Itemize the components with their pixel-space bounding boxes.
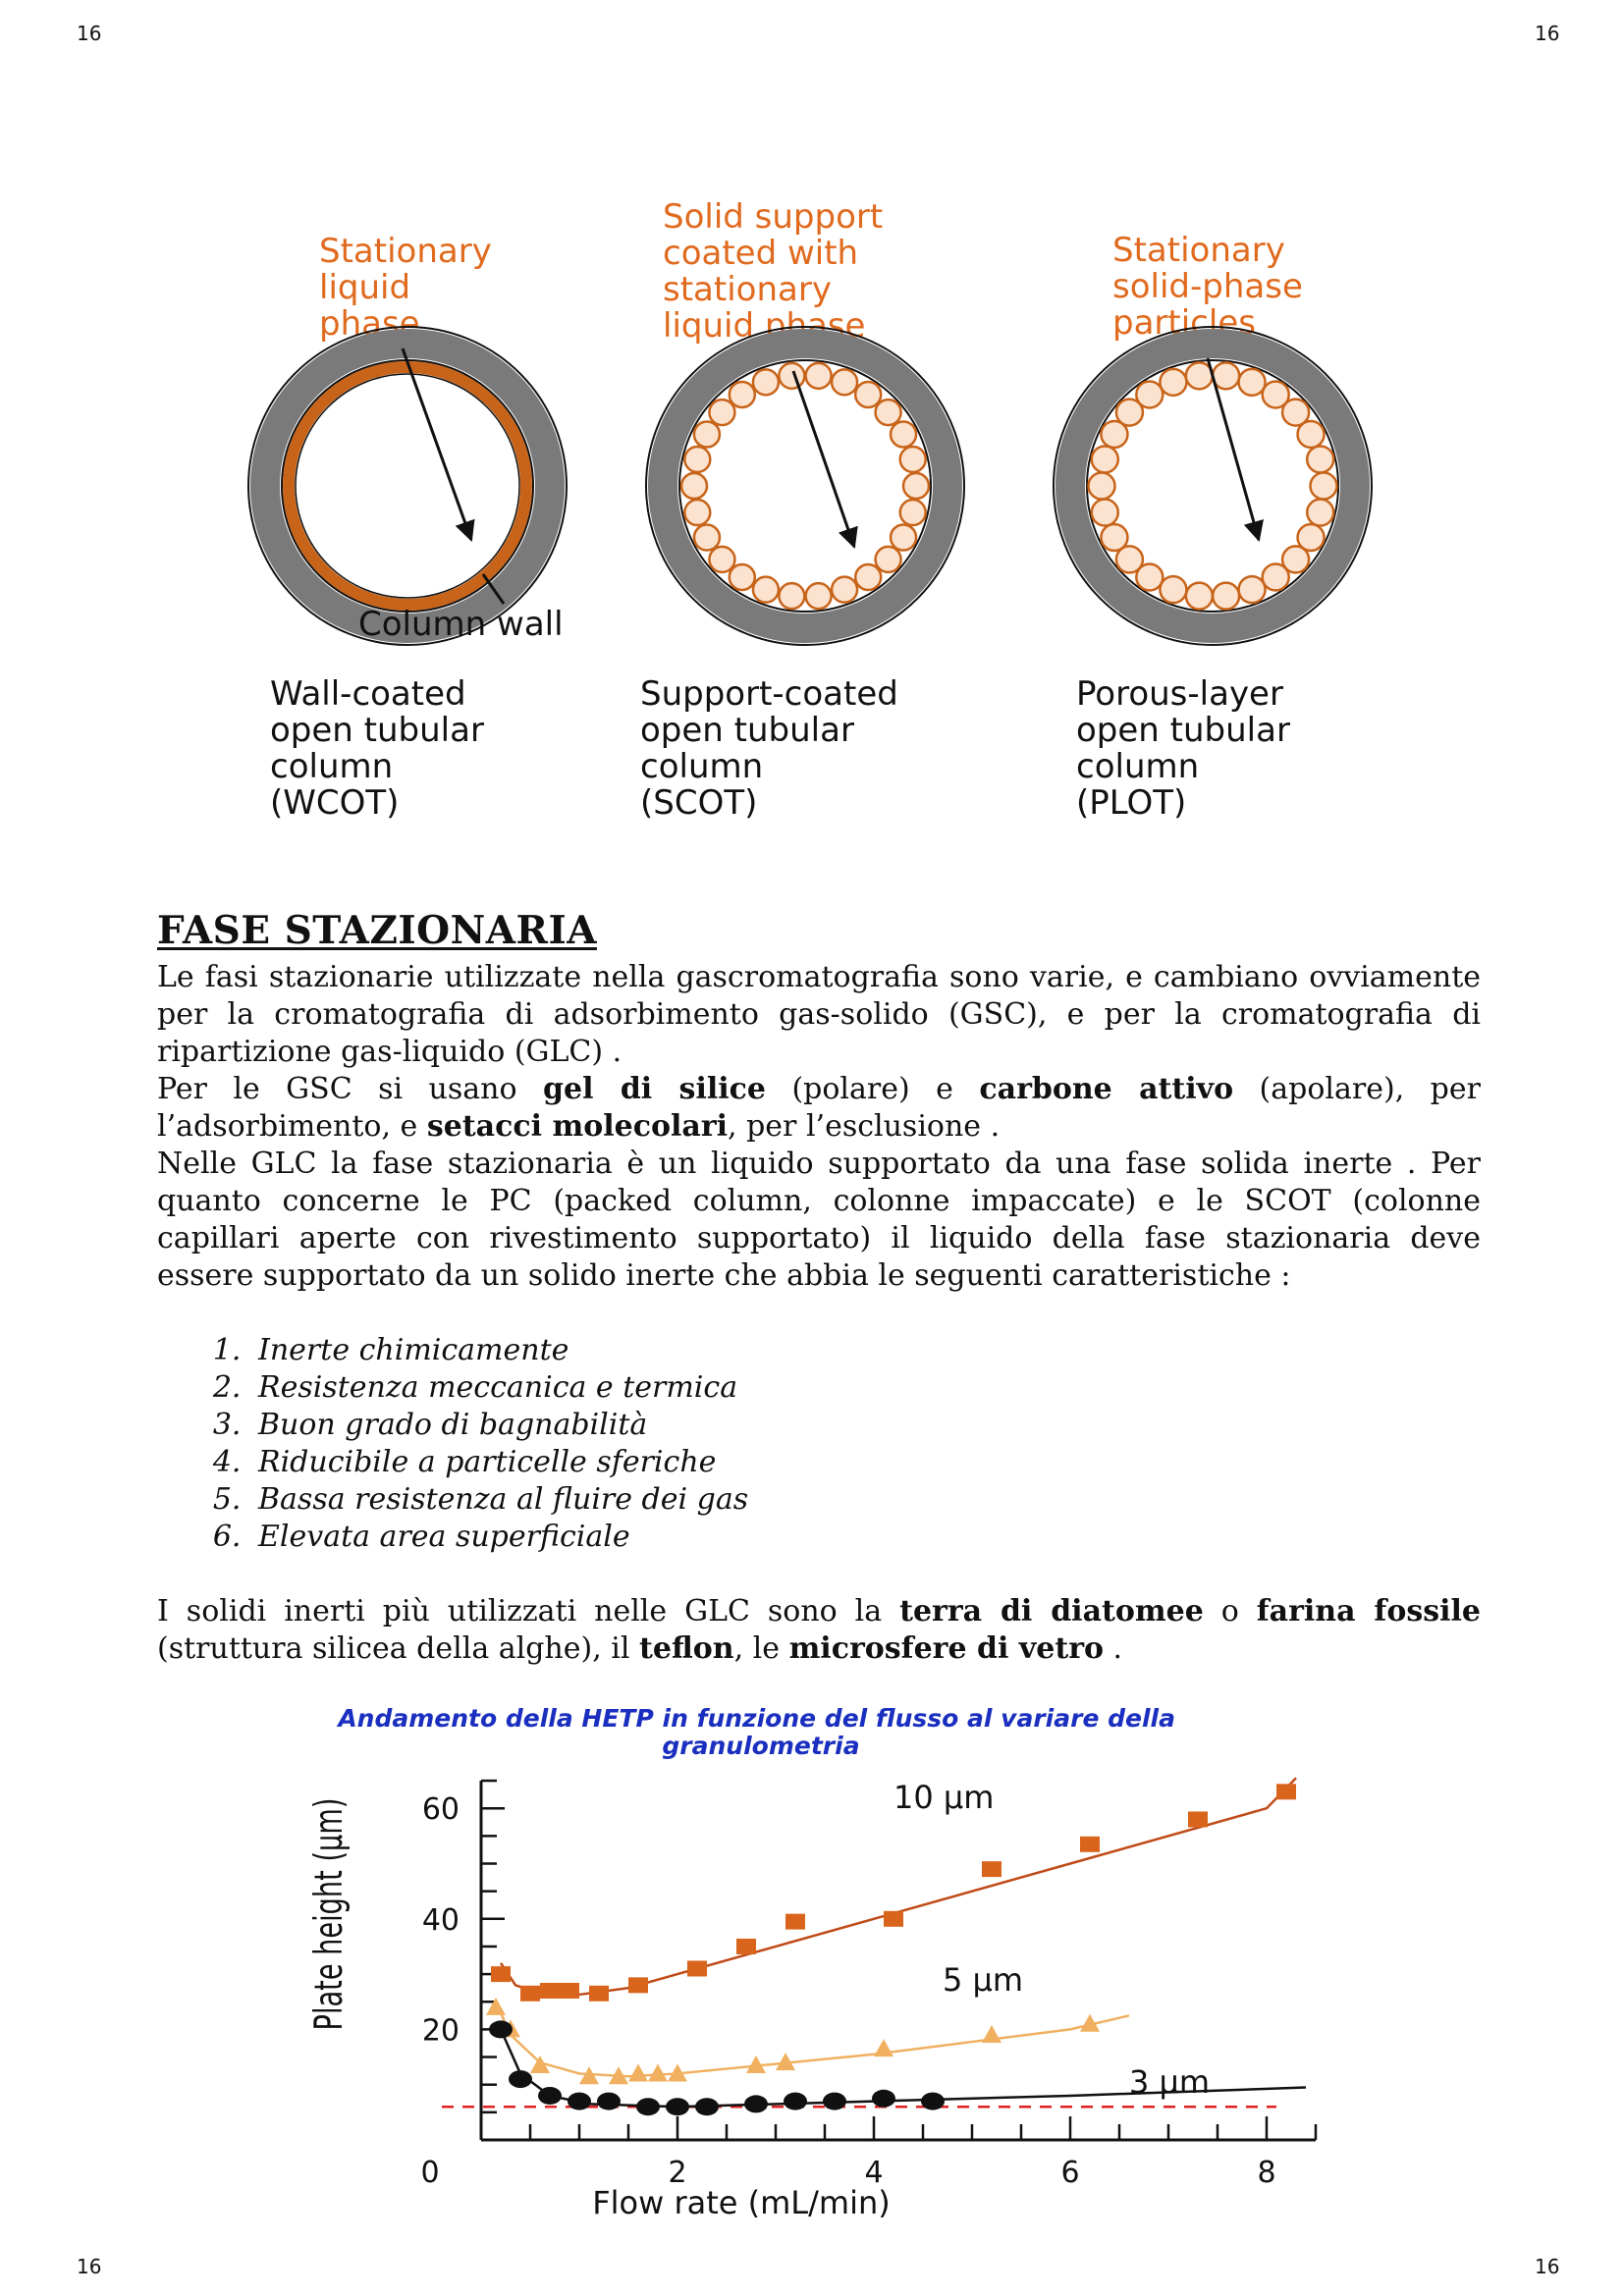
column-types-figure bbox=[226, 191, 1404, 839]
section-heading: FASE STAZIONARIA bbox=[157, 908, 597, 953]
support-particle bbox=[684, 500, 710, 525]
paragraph-inert-solids: I solidi inerti più utilizzati nelle GLC sono la terra di diatomee o farina fossile (struttura silicea della alghe), il teflon, le microsfere di vetro . bbox=[157, 1594, 1481, 1666]
data-point bbox=[597, 2093, 621, 2110]
data-point bbox=[921, 2093, 945, 2110]
porous-layer-particle bbox=[1298, 421, 1325, 448]
data-point bbox=[982, 2025, 1001, 2043]
support-particle bbox=[832, 577, 857, 603]
support-particle bbox=[681, 473, 707, 499]
data-point bbox=[695, 2098, 719, 2115]
porous-layer-particle bbox=[1092, 500, 1118, 526]
paragraph-glc: Nelle GLC la fase stazionaria è un liquido supportato da una fase solida inerte . Per quanto concerne le PC (packed column, colonne impaccate) e le SCOT (colonne capillari aperte con rivestimento supportato) il liquido della fase stazionaria deve essere supportato da un solido inerte che abbia le seguenti caratteristiche : bbox=[157, 1147, 1481, 1293]
page-number-top-left: 16 bbox=[77, 22, 102, 45]
support-particle bbox=[891, 421, 916, 447]
data-point bbox=[823, 2093, 846, 2110]
data-point bbox=[520, 1986, 540, 2002]
data-point bbox=[648, 2063, 668, 2081]
hetp-chart bbox=[236, 1703, 1414, 2233]
support-particle bbox=[876, 547, 901, 572]
series-fit-line bbox=[496, 2002, 1129, 2076]
porous-layer-particle bbox=[1136, 382, 1163, 408]
wcot-cross-section bbox=[248, 327, 567, 645]
list-item: 3. Buon grado di bagnabilità bbox=[250, 1407, 1481, 1444]
list-item: 1. Inerte chimicamente bbox=[250, 1332, 1481, 1369]
porous-layer-particle bbox=[1089, 473, 1115, 500]
list-item: 5. Bassa resistenza al fluire dei gas bbox=[250, 1481, 1481, 1519]
support-particle bbox=[730, 564, 755, 590]
term-molecular-sieves: setacci molecolari bbox=[426, 1109, 729, 1144]
data-point bbox=[666, 2098, 689, 2115]
term-silica-gel: gel di silice bbox=[543, 1072, 766, 1106]
scot-name: Support-coated open tubular column (SCOT) bbox=[640, 674, 898, 823]
stationary-phase-section bbox=[157, 908, 1481, 1668]
series-label: 3 µm bbox=[1129, 2063, 1211, 2102]
support-particle bbox=[694, 421, 720, 447]
support-particle bbox=[694, 525, 720, 551]
plot-name: Porous-layer open tubular column (PLOT) bbox=[1076, 674, 1290, 823]
y-tick-label: 20 bbox=[421, 2013, 460, 2049]
x-tick-label: 6 bbox=[1060, 2156, 1080, 2190]
series-label: 5 µm bbox=[943, 1960, 1024, 1999]
support-particle bbox=[779, 583, 804, 609]
porous-layer-particle bbox=[1186, 583, 1213, 610]
term-glass-microspheres: microsfere di vetro bbox=[788, 1631, 1105, 1666]
porous-layer-particle bbox=[1307, 446, 1333, 472]
data-point bbox=[784, 2093, 807, 2110]
list-item: 4. Riducibile a particelle sferiche bbox=[250, 1444, 1481, 1481]
porous-layer-particle bbox=[1239, 576, 1266, 603]
support-particle bbox=[709, 400, 734, 425]
page-number-bottom-left: 16 bbox=[77, 2255, 102, 2278]
support-particle bbox=[730, 382, 755, 407]
term-activated-carbon: carbone attivo bbox=[979, 1072, 1234, 1106]
data-point bbox=[884, 1911, 903, 1927]
term-diatomaceous-earth: terra di diatomee bbox=[899, 1594, 1204, 1629]
data-point bbox=[1188, 1811, 1208, 1827]
data-point bbox=[489, 2020, 513, 2038]
support-particle bbox=[709, 547, 734, 572]
support-particle bbox=[753, 369, 779, 395]
porous-layer-particle bbox=[1311, 473, 1337, 500]
support-particle bbox=[900, 500, 926, 525]
data-point bbox=[872, 2090, 895, 2108]
wcot-name: Wall-coated open tubular column (WCOT) bbox=[270, 674, 484, 823]
data-point bbox=[1080, 1837, 1100, 1852]
data-point bbox=[589, 1986, 609, 2002]
data-point bbox=[687, 1960, 707, 1976]
data-point bbox=[874, 2039, 893, 2056]
support-particle bbox=[876, 400, 901, 425]
wcot-top-label: Stationary liquid phase bbox=[319, 232, 492, 344]
data-point bbox=[560, 1983, 579, 1999]
support-particle bbox=[779, 363, 804, 389]
term-teflon: teflon bbox=[639, 1631, 734, 1666]
data-point bbox=[785, 1914, 805, 1930]
porous-layer-particle bbox=[1160, 576, 1186, 603]
data-point bbox=[491, 1966, 511, 1982]
data-point bbox=[538, 2087, 562, 2105]
porous-layer-particle bbox=[1307, 500, 1333, 526]
porous-layer-particle bbox=[1160, 369, 1186, 396]
support-particle bbox=[806, 363, 832, 389]
page-number-bottom-right: 16 bbox=[1535, 2255, 1560, 2278]
y-tick-label: 60 bbox=[421, 1792, 460, 1828]
data-point bbox=[744, 2095, 768, 2112]
support-particle bbox=[806, 583, 832, 609]
support-particle bbox=[891, 525, 916, 551]
support-particle bbox=[903, 473, 929, 499]
x-axis-label: Flow rate (mL/min) bbox=[592, 2184, 891, 2221]
term-fossil-flour: farina fossile bbox=[1256, 1594, 1481, 1629]
paragraph-intro: Le fasi stazionarie utilizzate nella gascromatografia sono varie, e cambiano ovviamente per la cromatografia di adsorbimento gas-solido (GSC), e per la cromatografia di ripartizione gas-liquido (GLC) . bbox=[157, 960, 1481, 1069]
support-particle bbox=[832, 369, 857, 395]
x-tick-label: 8 bbox=[1257, 2156, 1276, 2190]
requirements-list bbox=[157, 1332, 1481, 1556]
list-item: 6. Elevata area superficiale bbox=[250, 1519, 1481, 1556]
porous-layer-particle bbox=[1092, 446, 1118, 472]
data-point bbox=[736, 1939, 756, 1954]
data-point bbox=[982, 1861, 1001, 1877]
support-particle bbox=[753, 577, 779, 603]
column-wall-label: Column wall bbox=[358, 605, 564, 644]
data-point bbox=[568, 2093, 591, 2110]
plot-top-label: Stationary solid-phase particles bbox=[1112, 231, 1303, 343]
data-point bbox=[628, 1977, 648, 1993]
scot-cross-section bbox=[646, 327, 964, 645]
data-point bbox=[628, 2063, 648, 2081]
support-particle bbox=[900, 447, 926, 472]
data-point bbox=[509, 2070, 532, 2088]
page-number-top-right: 16 bbox=[1535, 22, 1560, 45]
data-point bbox=[540, 1983, 560, 1999]
x-tick-label: 2 bbox=[668, 2156, 687, 2190]
support-particle bbox=[684, 447, 710, 472]
list-item: 2. Resistenza meccanica e termica bbox=[250, 1369, 1481, 1407]
scot-top-label: Solid support coated with stationary liquid phase bbox=[663, 197, 884, 346]
porous-layer-particle bbox=[1213, 583, 1239, 610]
y-axis-label: Plate height (µm) bbox=[306, 1797, 352, 2031]
x-tick-label: 0 bbox=[420, 2156, 440, 2190]
porous-layer-particle bbox=[1263, 563, 1289, 590]
chart-title: Andamento della HETP in funzione del flusso al variare della granulometria bbox=[338, 1704, 1175, 1760]
support-particle bbox=[855, 564, 881, 590]
data-point bbox=[1276, 1784, 1296, 1799]
porous-layer-particle bbox=[1239, 369, 1266, 396]
x-tick-label: 4 bbox=[864, 2156, 884, 2190]
data-point bbox=[486, 1998, 506, 2015]
paragraph-gsc: Per le GSC si usano gel di silice (polare) e carbone attivo (apolare), per l’adsorbimento, e setacci molecolari, per l’esclusione . bbox=[157, 1072, 1481, 1144]
support-particle bbox=[855, 382, 881, 407]
y-tick-label: 40 bbox=[421, 1902, 460, 1938]
porous-layer-particle bbox=[1101, 524, 1127, 551]
data-point bbox=[636, 2098, 660, 2115]
series-label: 10 µm bbox=[893, 1779, 995, 1817]
